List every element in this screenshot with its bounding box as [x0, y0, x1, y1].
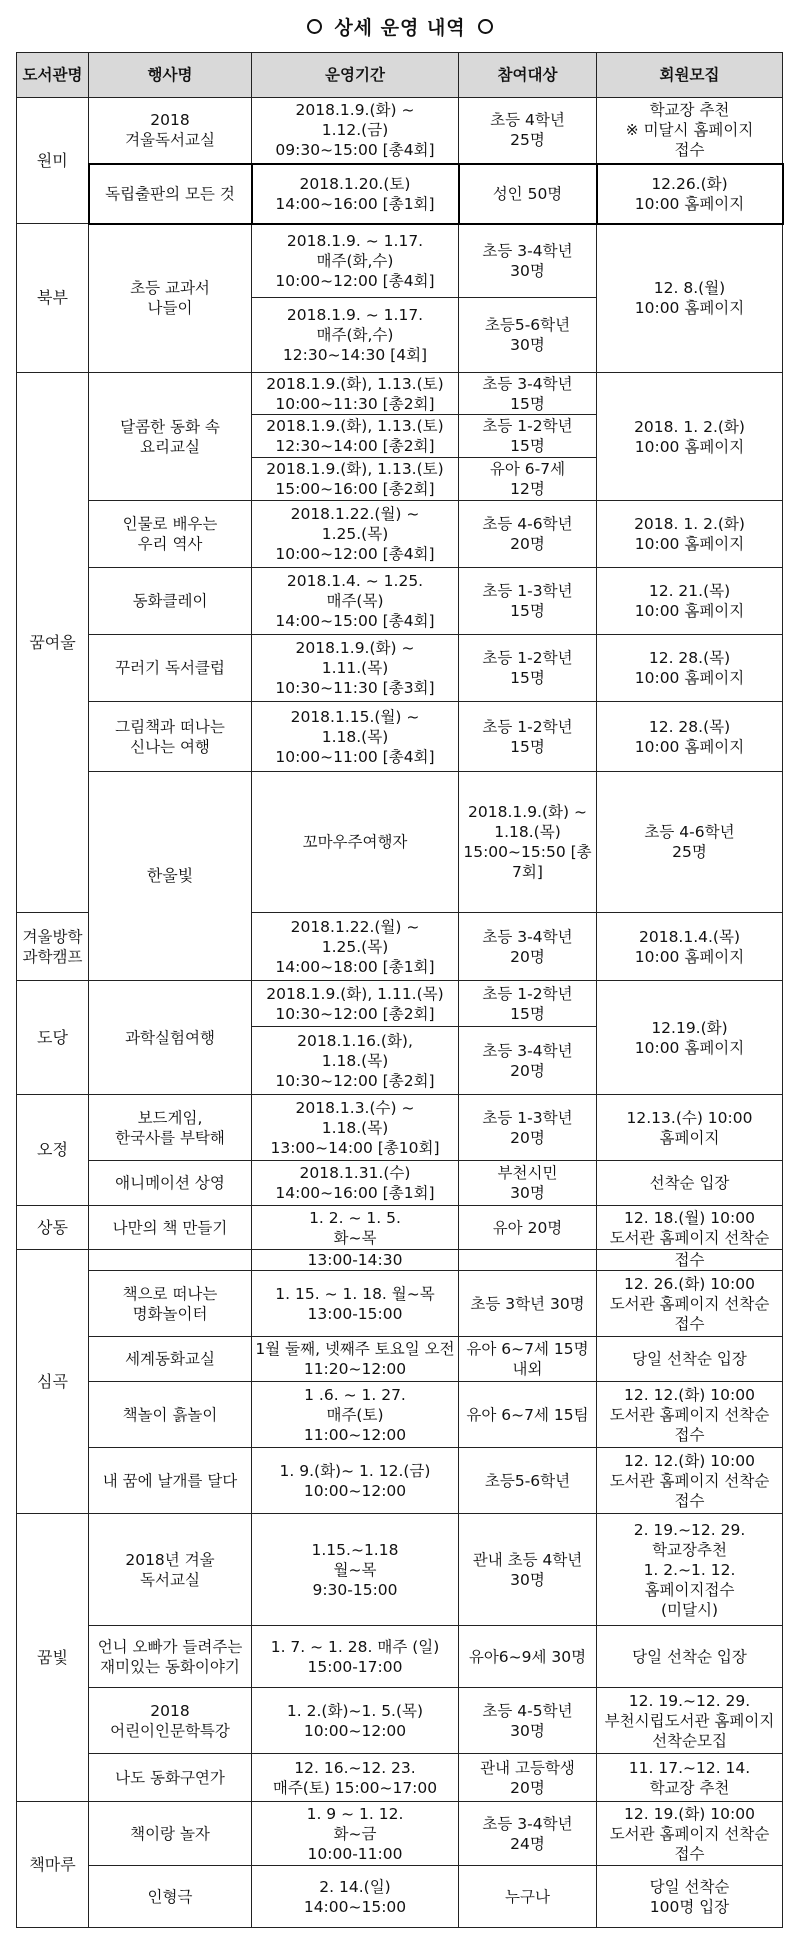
event-name-cell: 겨울방학 과학캠프: [17, 913, 89, 981]
event-name-cell: 꼬마우주여행자: [252, 772, 459, 913]
table-row: [17, 1161, 783, 1206]
table-row: [17, 224, 783, 298]
circle-icon: [478, 19, 493, 34]
recruit-cell: 2018. 1. 2.(화) 10:00 홈페이지: [597, 501, 783, 568]
recruit-cell: 12. 12.(화) 10:00 도서관 홈페이지 선착순 접수: [597, 1382, 783, 1448]
period-cell: 13:00-14:30: [252, 1250, 459, 1271]
event-name-cell: 보드게임, 한국사를 부탁해: [89, 1095, 252, 1161]
table-row: [17, 373, 783, 415]
period-cell: 2018.1.9. ~ 1.17. 매주(화,수) 10:00~12:00 [총4회]: [252, 224, 459, 298]
target-cell: 유아 20명: [459, 1206, 597, 1250]
target-cell: 관내 고등학생 20명: [459, 1754, 597, 1802]
header-target: 참여대상: [459, 53, 597, 98]
target-cell: 초등 4-5학년 30명: [459, 1688, 597, 1754]
target-cell: 유아 6~7세 15명 내외: [459, 1337, 597, 1382]
target-cell: 성인 50명: [459, 164, 597, 224]
table-row: [17, 1206, 783, 1250]
table-row: [17, 1095, 783, 1161]
event-name-cell: 애니메이션 상영: [89, 1161, 252, 1206]
period-cell: 2018.1.9.(화), 1.13.(토) 15:00~16:00 [총2회]: [252, 458, 459, 501]
period-cell: 12. 16.~12. 23. 매주(토) 15:00~17:00: [252, 1754, 459, 1802]
event-name-cell: 2018 겨울독서교실: [89, 98, 252, 164]
table-row: [17, 635, 783, 702]
table-row: [17, 702, 783, 772]
event-name-cell: 언니 오빠가 들려주는 재미있는 동화이야기: [89, 1626, 252, 1688]
library-name-cell: 북부: [17, 224, 89, 373]
target-cell: 초등 3-4학년 30명: [459, 224, 597, 298]
recruit-cell: 12.13.(수) 10:00 홈페이지: [597, 1095, 783, 1161]
target-cell: 유아 6~7세 15팀: [459, 1382, 597, 1448]
recruit-cell: 12. 12.(화) 10:00 도서관 홈페이지 선착순 접수: [597, 1448, 783, 1514]
event-name-cell: 나만의 책 만들기: [89, 1206, 252, 1250]
event-name-cell: 2018년 겨울 독서교실: [89, 1514, 252, 1626]
period-cell: 2018.1.31.(수) 14:00~16:00 [총1회]: [252, 1161, 459, 1206]
recruit-cell: 11. 17.~12. 14. 학교장 추천: [597, 1754, 783, 1802]
target-cell: 초등 1-2학년 15명: [459, 415, 597, 458]
table-row: [17, 1754, 783, 1802]
event-name-cell: 달콤한 동화 속 요리교실: [89, 373, 252, 501]
table-row: [17, 772, 783, 913]
target-cell: 초등 1-3학년 20명: [459, 1095, 597, 1161]
library-name-cell: 심곡: [17, 1250, 89, 1514]
event-name-cell: 책으로 떠나는 명화놀이터: [89, 1271, 252, 1337]
table-row: [17, 1448, 783, 1514]
period-cell: 2018.1.15.(월) ~ 1.18.(목) 10:00~11:00 [총4회]: [252, 702, 459, 772]
library-name-cell: 오정: [17, 1095, 89, 1206]
target-cell: 초등 3-4학년 20명: [459, 913, 597, 981]
period-cell: 1월 둘째, 넷째주 토요일 오전 11:20~12:00: [252, 1337, 459, 1382]
period-cell: 2. 14.(일) 14:00~15:00: [252, 1866, 459, 1928]
period-cell: 2018.1.9. ~ 1.17. 매주(화,수) 12:30~14:30 [4회]: [252, 298, 459, 373]
library-name-cell: 원미: [17, 98, 89, 224]
period-cell: 1. 7. ~ 1. 28. 매주 (일) 15:00-17:00: [252, 1626, 459, 1688]
table-row: [17, 1514, 783, 1626]
period-cell: 1. 9 ~ 1. 12. 화~금 10:00-11:00: [252, 1802, 459, 1866]
target-cell: 부천시민 30명: [459, 1161, 597, 1206]
header-library: 도서관명: [17, 53, 89, 98]
event-name-cell: 책놀이 흙놀이: [89, 1382, 252, 1448]
period-cell: 2018.1.16.(화), 1.18.(목) 10:30~12:00 [총2회]: [252, 1027, 459, 1095]
event-name-cell: 동화클레이: [89, 568, 252, 635]
period-cell: 2018.1.22.(월) ~ 1.25.(목) 14:00~18:00 [총1회]: [252, 913, 459, 981]
recruit-cell: 2018. 1. 2.(화) 10:00 홈페이지: [597, 373, 783, 501]
target-cell: 초등 1-2학년 15명: [459, 981, 597, 1027]
target-cell: 유아6~9세 30명: [459, 1626, 597, 1688]
event-name-cell: 그림책과 떠나는 신나는 여행: [89, 702, 252, 772]
program-table: [16, 52, 783, 1928]
period-cell: 2018.1.9.(화) ~ 1.18.(목) 15:00~15:50 [총7회]: [459, 772, 597, 913]
recruit-cell: 12. 21.(목) 10:00 홈페이지: [597, 568, 783, 635]
recruit-cell: 12. 8.(월) 10:00 홈페이지: [597, 224, 783, 373]
table-row: [17, 1866, 783, 1928]
recruit-cell: 12. 19.(화) 10:00 도서관 홈페이지 선착순 접수: [597, 1802, 783, 1866]
period-cell: 2018.1.3.(수) ~ 1.18.(목) 13:00~14:00 [총10회]: [252, 1095, 459, 1161]
target-cell: 초등 1-2학년 15명: [459, 702, 597, 772]
target-cell: 초등 3-4학년 20명: [459, 1027, 597, 1095]
recruit-cell: 당일 선착순 100명 입장: [597, 1866, 783, 1928]
event-name-cell: 2018 어린이인문학특강: [89, 1688, 252, 1754]
period-cell: 1. 15. ~ 1. 18. 월~목 13:00-15:00: [252, 1271, 459, 1337]
library-name-cell: 한울빛: [89, 772, 252, 981]
event-name-cell: 초등 교과서 나들이: [89, 224, 252, 373]
period-cell: 2018.1.9.(화), 1.11.(목) 10:30~12:00 [총2회]: [252, 981, 459, 1027]
table-row: [17, 501, 783, 568]
table-row: [17, 981, 783, 1027]
event-name-cell: 인물로 배우는 우리 역사: [89, 501, 252, 568]
target-cell: 초등 1-2학년 15명: [459, 635, 597, 702]
period-cell: 2018.1.22.(월) ~ 1.25.(목) 10:00~12:00 [총4회]: [252, 501, 459, 568]
event-name-cell: 꾸러기 독서클럽: [89, 635, 252, 702]
table-header-row: [17, 53, 783, 98]
target-cell: 관내 초등 4학년 30명: [459, 1514, 597, 1626]
period-cell: 1. 2. ~ 1. 5. 화~목: [252, 1206, 459, 1250]
recruit-cell: 접수: [597, 1250, 783, 1271]
header-event: 행사명: [89, 53, 252, 98]
period-cell: 2018.1.9.(화) ~ 1.11.(목) 10:30~11:30 [총3회]: [252, 635, 459, 702]
recruit-cell: 12. 19.~12. 29. 부천시립도서관 홈페이지 선착순모집: [597, 1688, 783, 1754]
event-name-cell: 인형극: [89, 1866, 252, 1928]
recruit-cell: 12. 26.(화) 10:00 도서관 홈페이지 선착순 접수: [597, 1271, 783, 1337]
event-name-cell: 독립출판의 모든 것: [89, 164, 252, 224]
target-cell: 누구나: [459, 1866, 597, 1928]
table-row: [17, 1250, 783, 1271]
target-cell: 초등 3-4학년 15명: [459, 373, 597, 415]
recruit-cell: 12. 28.(목) 10:00 홈페이지: [597, 635, 783, 702]
table-row: [17, 568, 783, 635]
period-cell: 1.15.~1.18 월~목 9:30-15:00: [252, 1514, 459, 1626]
library-name-cell: 책마루: [17, 1802, 89, 1928]
target-cell: 초등 3-4학년 24명: [459, 1802, 597, 1866]
library-name-cell: 꿈빛: [17, 1514, 89, 1802]
table-body: [17, 98, 783, 1928]
recruit-cell: 당일 선착순 입장: [597, 1337, 783, 1382]
table-row: [17, 1382, 783, 1448]
table-row: [17, 1688, 783, 1754]
recruit-cell: 2. 19.~12. 29. 학교장추천 1. 2.~1. 12. 홈페이지접수 (미달시): [597, 1514, 783, 1626]
table-row: [17, 164, 783, 224]
target-cell: 유아 6-7세 12명: [459, 458, 597, 501]
recruit-cell: 12.26.(화) 10:00 홈페이지: [597, 164, 783, 224]
library-name-cell: 꿈여울: [17, 373, 89, 913]
event-name-cell: 세계동화교실: [89, 1337, 252, 1382]
recruit-cell: 선착순 입장: [597, 1161, 783, 1206]
period-cell: 1. 9.(화)~ 1. 12.(금) 10:00~12:00: [252, 1448, 459, 1514]
header-period: 운영기간: [252, 53, 459, 98]
event-name-cell: 과학실험여행: [89, 981, 252, 1095]
target-cell: 초등 3학년 30명: [459, 1271, 597, 1337]
period-cell: 1 .6. ~ 1. 27. 매주(토) 11:00~12:00: [252, 1382, 459, 1448]
target-cell: 초등5-6학년 30명: [459, 298, 597, 373]
target-cell: 초등 1-3학년 15명: [459, 568, 597, 635]
recruit-cell: 학교장 추천 ※ 미달시 홈페이지 접수: [597, 98, 783, 164]
page-title: [0, 0, 800, 52]
period-cell: 2018.1.9.(화), 1.13.(토) 12:30~14:00 [총2회]: [252, 415, 459, 458]
library-name-cell: 도당: [17, 981, 89, 1095]
table-row: [17, 1271, 783, 1337]
library-name-cell: 상동: [17, 1206, 89, 1250]
event-name-cell: 내 꿈에 날개를 달다: [89, 1448, 252, 1514]
target-cell: 초등 4학년 25명: [459, 98, 597, 164]
recruit-cell: 12. 18.(월) 10:00 도서관 홈페이지 선착순: [597, 1206, 783, 1250]
table-row: [17, 1337, 783, 1382]
table-row: [17, 1626, 783, 1688]
table-row: [17, 1802, 783, 1866]
recruit-cell: 12. 28.(목) 10:00 홈페이지: [597, 702, 783, 772]
target-cell: 초등5-6학년: [459, 1448, 597, 1514]
period-cell: 2018.1.4. ~ 1.25. 매주(목) 14:00~15:00 [총4회]: [252, 568, 459, 635]
target-cell: 초등 4-6학년 25명: [597, 772, 783, 913]
period-cell: 2018.1.20.(토) 14:00~16:00 [총1회]: [252, 164, 459, 224]
recruit-cell: 당일 선착순 입장: [597, 1626, 783, 1688]
target-cell: [459, 1250, 597, 1271]
recruit-cell: 2018.1.4.(목) 10:00 홈페이지: [597, 913, 783, 981]
event-name-cell: [89, 1250, 252, 1271]
period-cell: 2018.1.9.(화), 1.13.(토) 10:00~11:30 [총2회]: [252, 373, 459, 415]
table-row: [17, 98, 783, 164]
circle-icon: [307, 19, 322, 34]
event-name-cell: 책이랑 놀자: [89, 1802, 252, 1866]
target-cell: 초등 4-6학년 20명: [459, 501, 597, 568]
period-cell: 2018.1.9.(화) ~ 1.12.(금) 09:30~15:00 [총4회]: [252, 98, 459, 164]
page-title-text: 상세 운영 내역: [334, 16, 466, 39]
period-cell: 1. 2.(화)~1. 5.(목) 10:00~12:00: [252, 1688, 459, 1754]
recruit-cell: 12.19.(화) 10:00 홈페이지: [597, 981, 783, 1095]
header-recruit: 회원모집: [597, 53, 783, 98]
event-name-cell: 나도 동화구연가: [89, 1754, 252, 1802]
